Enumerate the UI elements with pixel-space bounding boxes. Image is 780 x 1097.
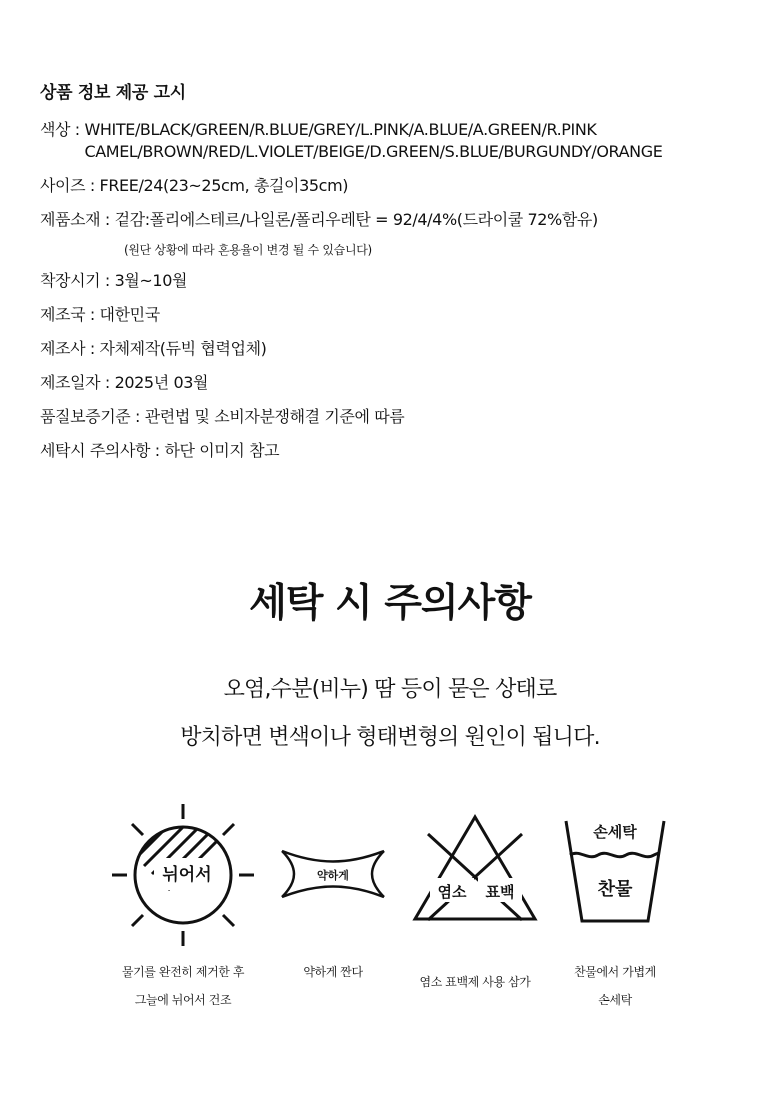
info-label: 제조사 : — [40, 339, 100, 358]
caption-dry-shade — [88, 958, 278, 1014]
caption-line: 염소 표백제 사용 삼가 — [419, 975, 531, 989]
info-row-care — [40, 440, 760, 462]
caption-line: 찬물에서 가볍게 — [574, 965, 656, 979]
care-warning-line-1: 오염,수분(비누) 땀 등이 묻은 상태로 — [223, 677, 557, 702]
info-label: 제조국 : — [40, 305, 100, 324]
info-value: 관련법 및 소비자분쟁해결 기준에 따름 — [144, 407, 405, 426]
caption-line: 약하게 짠다 — [303, 965, 363, 979]
info-label: 사이즈 : — [40, 176, 100, 195]
bleach-icon-label-right: 표백 — [485, 883, 515, 901]
caption-wring — [258, 958, 408, 986]
info-row-quality — [40, 406, 760, 428]
info-label: 색상 : — [40, 120, 85, 139]
info-row-color — [40, 119, 760, 163]
info-label: 품질보증기준 : — [40, 407, 145, 426]
hand-wash-icon — [560, 815, 670, 927]
no-bleach-icon — [410, 812, 540, 927]
info-label: 제조일자 : — [40, 373, 115, 392]
info-label: 제품소재 : — [40, 210, 115, 229]
caption-bleach — [400, 968, 550, 996]
info-value: WHITE/BLACK/GREEN/R.BLUE/GREY/L.PINK/A.BLUE/A.GREEN/R.PINK CAMEL/BROWN/RED/L.VIOLET/BEIGE/D.GREEN/S.BLUE/BURGUNDY/ORANGE — [84, 120, 663, 161]
info-row-material — [40, 209, 760, 231]
info-value: 2025년 03월 — [114, 373, 209, 392]
info-row-season — [40, 270, 760, 292]
material-note: (원단 상황에 따라 혼용율이 변경 될 수 있습니다) — [124, 243, 372, 257]
info-label: 세탁시 주의사항 : — [40, 441, 165, 460]
wring-icon-label: 약하게 — [317, 869, 349, 882]
bleach-icon-label-left: 염소 — [437, 883, 467, 901]
hand-wash-label-bottom: 찬물 — [597, 879, 633, 900]
sun-icon-label: 뉘어서 — [162, 865, 212, 885]
caption-line: 손세탁 — [598, 993, 632, 1007]
sun-dry-shade-icon — [108, 800, 258, 950]
caption-line: 그늘에 뉘어서 건조 — [134, 993, 232, 1007]
info-row-country — [40, 304, 760, 326]
info-value: 3월~10월 — [114, 271, 188, 290]
info-row-size — [40, 175, 760, 197]
info-value: 겉감:폴리에스테르/나일론/폴리우레탄 = 92/4/4%(드라이쿨 72%함유) — [114, 210, 598, 229]
hand-wash-label-top: 손세탁 — [593, 823, 637, 841]
wring-gently-icon — [278, 843, 388, 905]
care-warning-line-2: 방치하면 변색이나 형태변형의 원인이 됩니다. — [180, 725, 600, 750]
care-title: 세탁 시 주의사항 — [249, 581, 531, 626]
caption-hand-wash — [540, 958, 690, 1014]
info-label: 착장시기 : — [40, 271, 115, 290]
info-value: 대한민국 — [99, 305, 160, 324]
info-value: FREE/24(23~25cm, 총길이35cm) — [99, 176, 349, 195]
caption-line: 물기를 완전히 제거한 후 — [121, 965, 245, 979]
product-info-section — [40, 78, 760, 474]
product-info-title: 상품 정보 제공 고시 — [40, 83, 186, 103]
info-value: 하단 이미지 참고 — [164, 441, 280, 460]
info-row-date — [40, 372, 760, 394]
info-row-manufacturer — [40, 338, 760, 360]
info-value: 자체제작(듀빅 협력업체) — [99, 339, 267, 358]
